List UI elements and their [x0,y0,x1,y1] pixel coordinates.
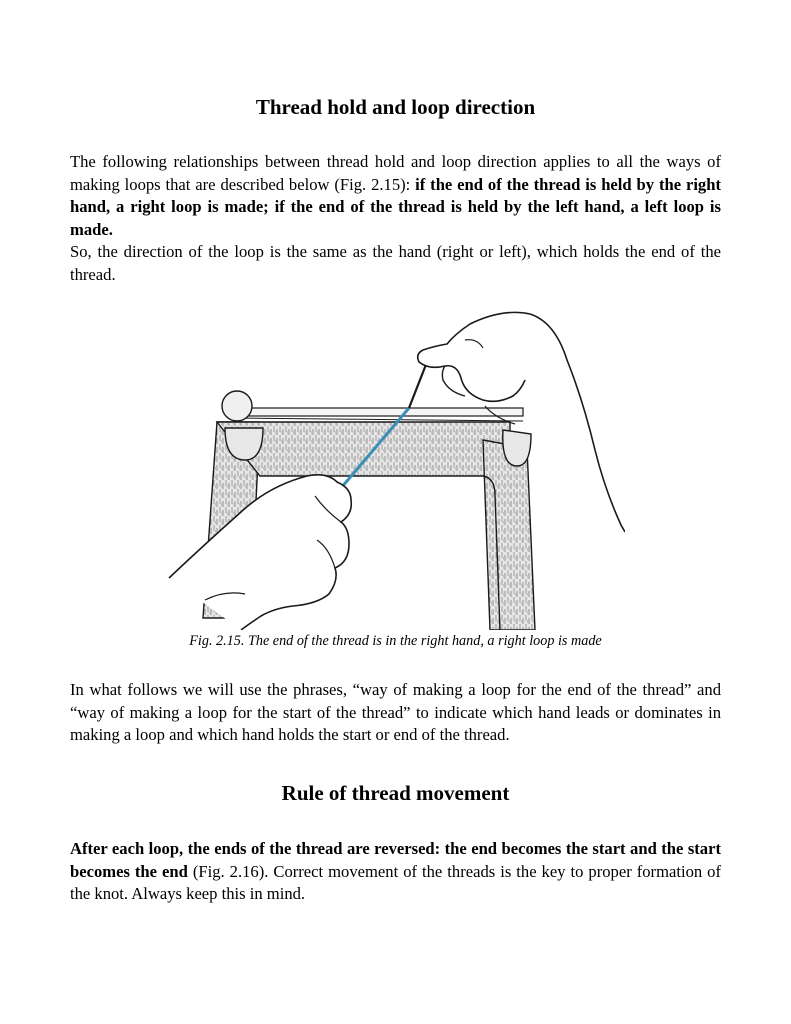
frame-left-knob [222,391,252,421]
paragraph-text: The following relationships between thread hold and loop direction applies to all the ways of making loops that are described below (Fig. 2.15): [70,152,721,194]
paragraph-way-of-making-loop: In what follows we will use the phrases, “way of making a loop for the end of the thread” and “way of making a loop for the start of the thread” to indicate which hand leads or dominates in making a loop and which hand holds the start or end of the thread. [70,680,721,744]
paragraph-thread-movement [70,838,721,906]
frame-right-leg [483,440,535,630]
paragraph-bold-rule: if the end of the thread is held by the right hand, a right loop is made; if the end of the thread is held by the left hand, a left loop is made. [70,174,721,239]
thread-black [409,362,427,408]
frame-rod [233,408,523,416]
section-title-thread-movement: Rule of thread movement [281,781,510,805]
paragraph-text-movement: (Fig. 2.16). Correct movement of the threads is the key to proper formation of the knot. Always keep this in mind. [70,861,721,903]
left-hand [169,475,351,630]
paragraph-thread-hold [70,151,721,241]
paragraph-loop-direction: So, the direction of the loop is the same as the hand (right or left), which holds the end of the thread. [70,242,721,284]
paragraph-bold-rule-movement: After each loop, the ends of the thread are reversed: the end becomes the start and the start becomes the end [70,839,721,881]
figure-thread-hands-illustration [165,300,625,630]
section-title-thread-hold: Thread hold and loop direction [255,95,536,119]
figure-caption: Fig. 2.15. The end of the thread is in the right hand, a right loop is made [189,633,602,649]
